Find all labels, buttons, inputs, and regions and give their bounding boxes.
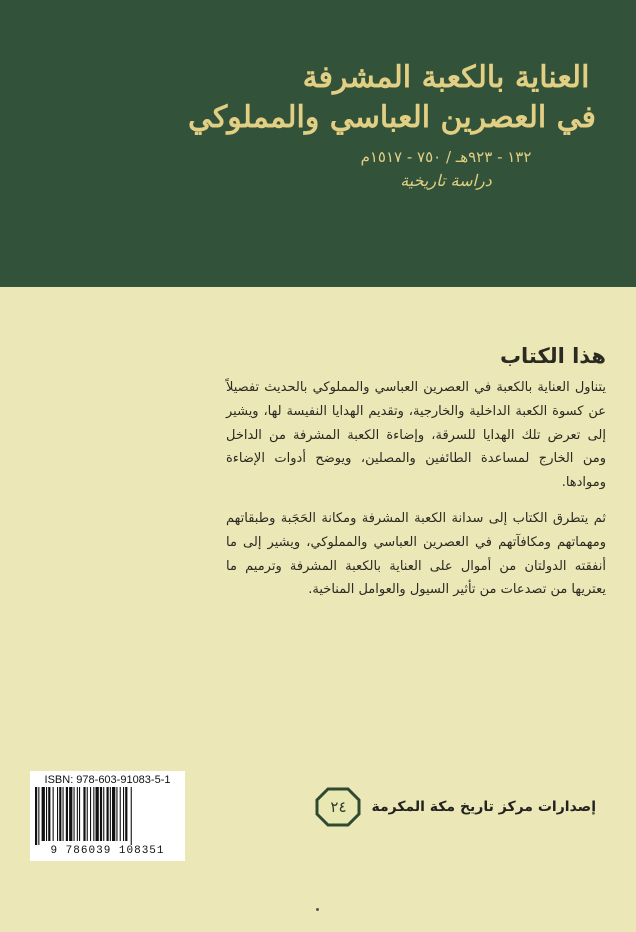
barcode-bar — [35, 787, 37, 845]
barcode-bar — [74, 787, 75, 841]
barcode-digits: 9 786039 108351 — [50, 845, 165, 857]
barcode-bar — [107, 787, 109, 841]
barcode-bar — [120, 787, 121, 841]
series-badge — [315, 787, 361, 827]
about-section — [226, 338, 606, 602]
barcode-bar — [116, 787, 117, 841]
about-heading: هذا الكتاب — [499, 344, 606, 368]
barcode-bar — [100, 787, 102, 841]
barcode-bar — [96, 787, 99, 841]
barcode-bar — [123, 787, 124, 841]
barcode-bar — [125, 787, 127, 841]
decorative-dot — [316, 908, 319, 911]
barcode-bar — [83, 787, 85, 841]
barcode-bar — [38, 787, 39, 845]
barcode-bar — [90, 787, 91, 841]
barcode-bar — [66, 787, 68, 841]
barcode-bars-icon — [33, 787, 182, 845]
book-title-line-2: في العصرين العباسي والمملوكي — [187, 100, 596, 135]
about-paragraph-2: ثم يتطرق الكتاب إلى سدانة الكعبة المشرفة ومكانة الحَجَبة وطبقاتهم ومهماتهم ومكافآتهم في العصرين العباسي والمملوكي، ويشير إلى ما أنفقته الدولتان من أموال على العناية بالكعبة المشرفة وترميم ما يعتريها من تصدعات من تأثير السيول والعوامل المناخية. — [226, 510, 606, 598]
barcode-bar — [59, 787, 61, 841]
barcode-bar — [93, 787, 94, 841]
publisher-series — [315, 785, 596, 829]
barcode-bar — [103, 787, 104, 841]
isbn-label: ISBN: 978-603-91083-5-1 — [44, 774, 171, 786]
barcode-bar — [53, 787, 54, 841]
barcode-bar — [46, 787, 47, 841]
barcode-bar — [112, 787, 115, 841]
book-dates: ١٣٢ - ٩٢٣هـ / ٧٥٠ - ١٥١٧م — [360, 148, 532, 166]
barcode-bar — [131, 787, 132, 845]
barcode-bar — [63, 787, 64, 841]
title-block — [187, 58, 596, 192]
barcode-bar — [87, 787, 88, 841]
series-number: ٢٤ — [330, 798, 347, 816]
barcode-bar — [110, 787, 111, 841]
about-paragraph-1: يتناول العناية بالكعبة في العصرين العباسي والمملوكي بالحديث تفصيلاً عن كسوة الكعبة الداخلية والخارجية، وتقديم الهدايا النفيسة لها، ويشير إلى تعرض تلك الهدايا للسرقة، وإضاءة الكعبة المشرفة من الداخل ومن الخارج لمساعدة الطائفين والمصلين، ويوضح أدوات الإضاءة وموادها. — [226, 380, 606, 491]
barcode-bar — [77, 787, 78, 841]
barcode-bar — [79, 787, 80, 841]
barcode-bar — [57, 787, 58, 841]
isbn-barcode — [30, 771, 185, 861]
book-title-line-1: العناية بالكعبة المشرفة — [302, 60, 590, 95]
book-subtitle: دراسة تاريخية — [400, 171, 492, 190]
series-label: إصدارات مركز تاريخ مكة المكرمة — [371, 799, 596, 815]
barcode-bar — [69, 787, 72, 841]
barcode-bar — [42, 787, 45, 841]
barcode-bar — [48, 787, 50, 841]
